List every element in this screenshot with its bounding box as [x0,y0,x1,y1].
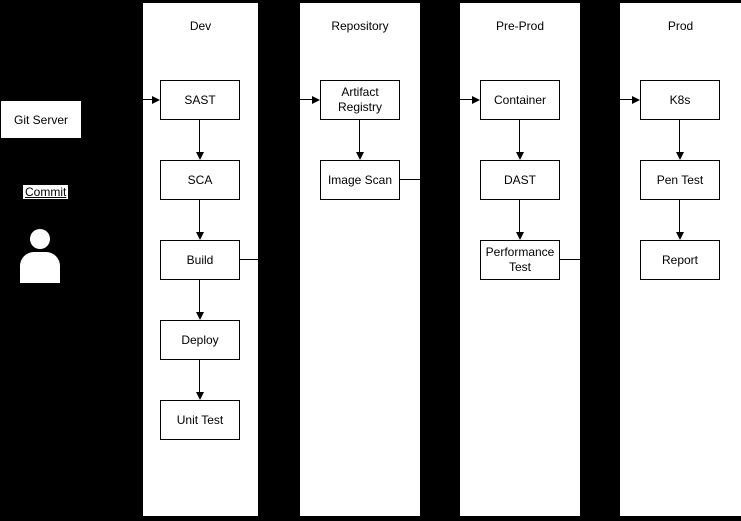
node-sast: SAST [160,80,240,120]
node-k8s: K8s [640,80,720,120]
commit-label: Commit [25,185,67,199]
arrowhead-into-container [472,96,480,104]
person-icon-body [20,252,60,283]
connector-deploy-to-unit-test [199,360,200,393]
arrowhead-into-artifact-registry [312,96,320,104]
node-deploy: Deploy [160,320,240,360]
connector-image-scan-exit-stub [400,179,420,180]
connector-sca-to-build [199,200,200,233]
connector-container-to-dast [519,120,520,153]
node-unit-test: Unit Test [160,400,240,440]
lane-title-prod: Prod [667,19,694,33]
arrowhead-into-sca [196,152,204,160]
node-dast: DAST [480,160,560,200]
lane-title-pre-prod: Pre-Prod [495,19,545,33]
arrowhead-into-k8s [632,96,640,104]
lane-title-repository: Repository [331,19,389,33]
connector-sast-to-sca [199,120,200,153]
node-report: Report [640,240,720,280]
node-performance-test: Performance Test [480,240,560,280]
node-sca: SCA [160,160,240,200]
arrowhead-into-report [676,232,684,240]
connector-artifact-registry-to-image-scan [359,120,360,153]
arrowhead-into-performance-test [516,232,524,240]
connector-build-exit-stub [240,259,259,260]
connector-dast-to-performance-test [519,200,520,233]
arrowhead-into-deploy [196,312,204,320]
person-icon [30,229,50,249]
arrowhead-into-image-scan [356,152,364,160]
connector-performance-test-exit-stub [560,259,580,260]
node-build: Build [160,240,240,280]
node-image-scan: Image Scan [320,160,400,200]
node-container: Container [480,80,560,120]
lane-title-dev: Dev [189,19,212,33]
node-artifact-registry: Artifact Registry [320,80,400,120]
arrowhead-into-unit-test [196,392,204,400]
connector-build-to-deploy [199,280,200,313]
arrowhead-into-sast [152,96,160,104]
connector-pen-test-to-report [679,200,680,233]
arrowhead-into-dast [516,152,524,160]
node-pen-test: Pen Test [640,160,720,200]
git-server-node: Git Server [1,101,81,138]
connector-k8s-to-pen-test [679,120,680,153]
arrowhead-into-build [196,232,204,240]
arrowhead-into-pen-test [676,152,684,160]
